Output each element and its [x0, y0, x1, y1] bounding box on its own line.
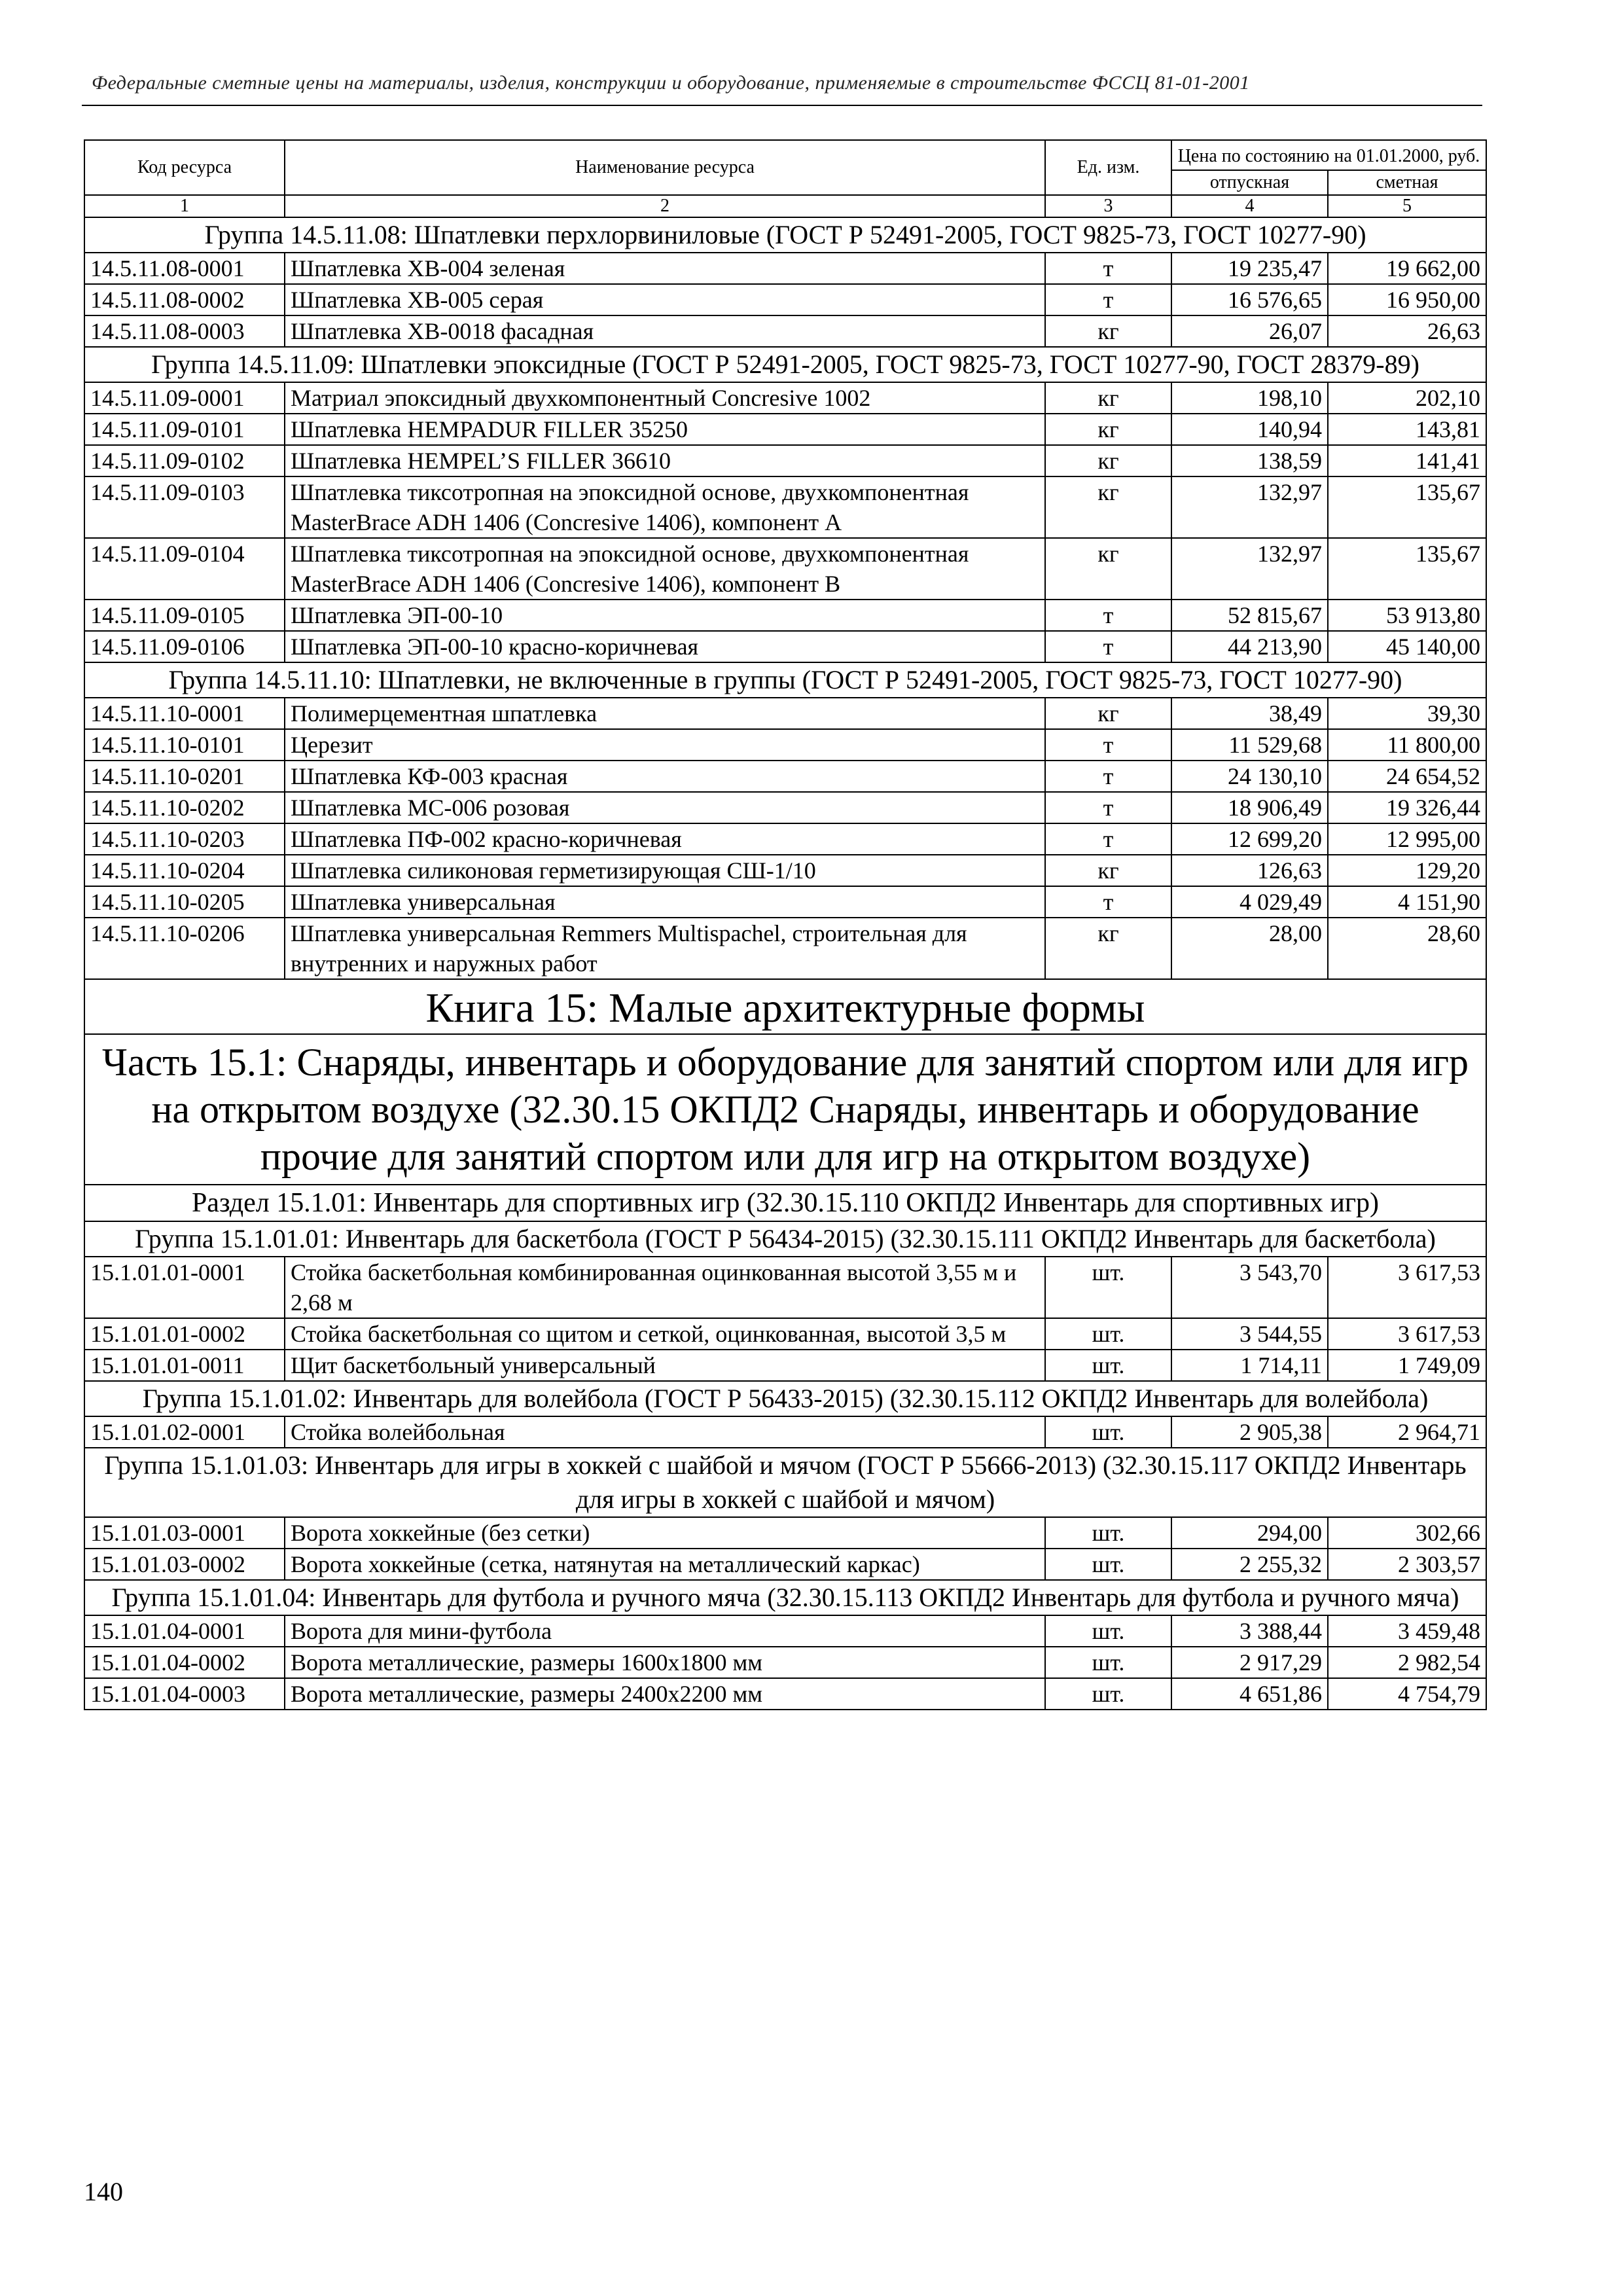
table-row — [84, 253, 1486, 284]
header-unit: Ед. изм. — [1045, 140, 1171, 195]
resource-name: Ворота для мини-футбола — [285, 1615, 1045, 1647]
release-price: 18 906,49 — [1171, 792, 1328, 823]
resource-code: 15.1.01.01-0002 — [84, 1318, 285, 1350]
resource-name: Шпатлевка HEMPADUR FILLER 35250 — [285, 414, 1045, 445]
resource-name: Шпатлевка ПФ-002 красно-коричневая — [285, 823, 1045, 855]
estimate-price: 302,66 — [1328, 1517, 1486, 1549]
table-row — [84, 1647, 1486, 1678]
resource-code: 14.5.11.09-0106 — [84, 631, 285, 662]
resource-unit: шт. — [1045, 1517, 1171, 1549]
resource-unit: кг — [1045, 698, 1171, 729]
resource-code: 15.1.01.04-0001 — [84, 1615, 285, 1647]
resource-unit: шт. — [1045, 1257, 1171, 1318]
table-row — [84, 698, 1486, 729]
group-heading: Группа 15.1.01.03: Инвентарь для игры в хоккей с шайбой и мячом (ГОСТ Р 55666-2013) (32.30.15.117 ОКПД2 Инвентарь для игры в хоккей с шайбой и мячом) — [84, 1448, 1486, 1517]
table-row — [84, 1257, 1486, 1318]
resource-code: 14.5.11.09-0104 — [84, 538, 285, 600]
estimate-price: 28,60 — [1328, 918, 1486, 979]
release-price: 126,63 — [1171, 855, 1328, 886]
estimate-price: 141,41 — [1328, 445, 1486, 476]
column-numbers-row — [84, 195, 1486, 217]
resource-unit: кг — [1045, 855, 1171, 886]
resource-name: Ворота металлические, размеры 1600х1800 мм — [285, 1647, 1045, 1678]
resource-unit: шт. — [1045, 1615, 1171, 1647]
table-row — [84, 761, 1486, 792]
resource-code: 14.5.11.08-0002 — [84, 284, 285, 315]
estimate-price: 39,30 — [1328, 698, 1486, 729]
table-row — [84, 1350, 1486, 1381]
table-row — [84, 631, 1486, 662]
resource-unit: т — [1045, 761, 1171, 792]
estimate-price: 3 617,53 — [1328, 1318, 1486, 1350]
estimate-price: 19 326,44 — [1328, 792, 1486, 823]
resource-name: Шпатлевка универсальная — [285, 886, 1045, 918]
resource-name: Ворота хоккейные (сетка, натянутая на металлический каркас) — [285, 1549, 1045, 1580]
table-row — [84, 445, 1486, 476]
column-number: 3 — [1045, 195, 1171, 217]
resource-code: 15.1.01.04-0002 — [84, 1647, 285, 1678]
release-price: 12 699,20 — [1171, 823, 1328, 855]
resource-name: Стойка волейбольная — [285, 1416, 1045, 1448]
table-row — [84, 414, 1486, 445]
resource-code: 14.5.11.09-0101 — [84, 414, 285, 445]
resource-unit: кг — [1045, 414, 1171, 445]
group-heading-row — [84, 217, 1486, 253]
resource-name: Шпатлевка МС-006 розовая — [285, 792, 1045, 823]
estimate-price: 1 749,09 — [1328, 1350, 1486, 1381]
resource-unit: т — [1045, 792, 1171, 823]
group-heading-row — [84, 347, 1486, 382]
resource-code: 14.5.11.10-0201 — [84, 761, 285, 792]
release-price: 3 388,44 — [1171, 1615, 1328, 1647]
resource-name: Стойка баскетбольная со щитом и сеткой, оцинкованная, высотой 3,5 м — [285, 1318, 1045, 1350]
resource-name: Щит баскетбольный универсальный — [285, 1350, 1045, 1381]
table-row — [84, 284, 1486, 315]
estimate-price: 4 754,79 — [1328, 1678, 1486, 1710]
header-estimate: сметная — [1328, 170, 1486, 195]
resource-unit: шт. — [1045, 1678, 1171, 1710]
resource-unit: шт. — [1045, 1549, 1171, 1580]
table-row — [84, 823, 1486, 855]
estimate-price: 135,67 — [1328, 476, 1486, 538]
table-row — [84, 538, 1486, 600]
resource-code: 15.1.01.01-0001 — [84, 1257, 285, 1318]
resource-unit: кг — [1045, 315, 1171, 347]
release-price: 1 714,11 — [1171, 1350, 1328, 1381]
group-heading: Группа 14.5.11.10: Шпатлевки, не включенные в группы (ГОСТ Р 52491-2005, ГОСТ 9825-73, ГОСТ 10277-90) — [84, 662, 1486, 698]
resource-code: 14.5.11.09-0105 — [84, 600, 285, 631]
release-price: 28,00 — [1171, 918, 1328, 979]
book-heading: Книга 15: Малые архитектурные формы — [84, 979, 1486, 1034]
estimate-price: 2 303,57 — [1328, 1549, 1486, 1580]
resource-name: Шпатлевка КФ-003 красная — [285, 761, 1045, 792]
estimate-price: 135,67 — [1328, 538, 1486, 600]
table-row — [84, 315, 1486, 347]
resource-name: Шпатлевка тиксотропная на эпоксидной основе, двухкомпонентная MasterBrace ADH 1406 (Concresive 1406), компонент В — [285, 538, 1045, 600]
price-table — [84, 139, 1487, 1710]
header-price: Цена по состоянию на 01.01.2000, руб. — [1171, 140, 1486, 170]
section-heading: Раздел 15.1.01: Инвентарь для спортивных игр (32.30.15.110 ОКПД2 Инвентарь для спортивных игр) — [84, 1185, 1486, 1221]
resource-code: 15.1.01.01-0011 — [84, 1350, 285, 1381]
part-heading-row — [84, 1034, 1486, 1185]
resource-code: 14.5.11.08-0001 — [84, 253, 285, 284]
header-release: отпускная — [1171, 170, 1328, 195]
resource-unit: кг — [1045, 382, 1171, 414]
table-row — [84, 792, 1486, 823]
part-heading: Часть 15.1: Снаряды, инвентарь и оборудование для занятий спортом или для игр на открытом воздухе (32.30.15 ОКПД2 Снаряды, инвентарь и оборудование прочие для занятий спортом или для игр на открытом воздухе) — [84, 1034, 1486, 1185]
resource-code: 14.5.11.10-0001 — [84, 698, 285, 729]
release-price: 11 529,68 — [1171, 729, 1328, 761]
resource-unit: кг — [1045, 538, 1171, 600]
column-number: 5 — [1328, 195, 1486, 217]
resource-name: Шпатлевка ЭП-00-10 — [285, 600, 1045, 631]
group-heading-row — [84, 1580, 1486, 1615]
table-row — [84, 918, 1486, 979]
resource-unit: кг — [1045, 918, 1171, 979]
resource-name: Ворота металлические, размеры 2400х2200 мм — [285, 1678, 1045, 1710]
group-heading: Группа 14.5.11.09: Шпатлевки эпоксидные (ГОСТ Р 52491-2005, ГОСТ 9825-73, ГОСТ 10277-90, ГОСТ 28379-89) — [84, 347, 1486, 382]
estimate-price: 24 654,52 — [1328, 761, 1486, 792]
resource-code: 14.5.11.10-0101 — [84, 729, 285, 761]
resource-name: Стойка баскетбольная комбинированная оцинкованная высотой 3,55 м и 2,68 м — [285, 1257, 1045, 1318]
resource-code: 15.1.01.03-0002 — [84, 1549, 285, 1580]
table-row — [84, 1549, 1486, 1580]
resource-name: Матриал эпоксидный двухкомпонентный Concresive 1002 — [285, 382, 1045, 414]
resource-unit: т — [1045, 253, 1171, 284]
group-heading-row — [84, 1221, 1486, 1257]
group-heading: Группа 15.1.01.04: Инвентарь для футбола и ручного мяча (32.30.15.113 ОКПД2 Инвентарь для футбола и ручного мяча) — [84, 1580, 1486, 1615]
resource-name: Шпатлевка силиконовая герметизирующая СШ-1/10 — [285, 855, 1045, 886]
resource-name: Ворота хоккейные (без сетки) — [285, 1517, 1045, 1549]
estimate-price: 129,20 — [1328, 855, 1486, 886]
resource-unit: т — [1045, 823, 1171, 855]
table-body — [84, 217, 1486, 1710]
resource-code: 14.5.11.10-0205 — [84, 886, 285, 918]
resource-unit: кг — [1045, 476, 1171, 538]
resource-name: Шпатлевка HEMPEL’S FILLER 36610 — [285, 445, 1045, 476]
resource-code: 14.5.11.08-0003 — [84, 315, 285, 347]
release-price: 4 029,49 — [1171, 886, 1328, 918]
column-number: 2 — [285, 195, 1045, 217]
resource-unit: шт. — [1045, 1350, 1171, 1381]
release-price: 26,07 — [1171, 315, 1328, 347]
resource-unit: шт. — [1045, 1318, 1171, 1350]
release-price: 140,94 — [1171, 414, 1328, 445]
resource-code: 15.1.01.03-0001 — [84, 1517, 285, 1549]
estimate-price: 19 662,00 — [1328, 253, 1486, 284]
group-heading-row — [84, 1448, 1486, 1517]
resource-name: Шпатлевка ХВ-0018 фасадная — [285, 315, 1045, 347]
resource-unit: шт. — [1045, 1647, 1171, 1678]
estimate-price: 3 617,53 — [1328, 1257, 1486, 1318]
release-price: 44 213,90 — [1171, 631, 1328, 662]
resource-code: 15.1.01.04-0003 — [84, 1678, 285, 1710]
resource-name: Полимерцементная шпатлевка — [285, 698, 1045, 729]
release-price: 2 917,29 — [1171, 1647, 1328, 1678]
estimate-price: 53 913,80 — [1328, 600, 1486, 631]
estimate-price: 11 800,00 — [1328, 729, 1486, 761]
book-heading-row — [84, 979, 1486, 1034]
release-price: 138,59 — [1171, 445, 1328, 476]
estimate-price: 143,81 — [1328, 414, 1486, 445]
group-heading: Группа 14.5.11.08: Шпатлевки перхлорвиниловые (ГОСТ Р 52491-2005, ГОСТ 9825-73, ГОСТ 10277-90) — [84, 217, 1486, 253]
release-price: 24 130,10 — [1171, 761, 1328, 792]
resource-code: 14.5.11.10-0202 — [84, 792, 285, 823]
resource-unit: т — [1045, 631, 1171, 662]
resource-unit: шт. — [1045, 1416, 1171, 1448]
release-price: 3 544,55 — [1171, 1318, 1328, 1350]
group-heading-row — [84, 1381, 1486, 1416]
resource-unit: т — [1045, 729, 1171, 761]
release-price: 198,10 — [1171, 382, 1328, 414]
resource-code: 14.5.11.09-0102 — [84, 445, 285, 476]
estimate-price: 2 964,71 — [1328, 1416, 1486, 1448]
release-price: 2 905,38 — [1171, 1416, 1328, 1448]
resource-name: Шпатлевка ХВ-004 зеленая — [285, 253, 1045, 284]
table-row — [84, 382, 1486, 414]
release-price: 132,97 — [1171, 538, 1328, 600]
table-row — [84, 855, 1486, 886]
table-row — [84, 1416, 1486, 1448]
resource-unit: кг — [1045, 445, 1171, 476]
group-heading-row — [84, 662, 1486, 698]
table-row — [84, 1615, 1486, 1647]
page-number: 140 — [84, 2177, 123, 2206]
resource-name: Шпатлевка ХВ-005 серая — [285, 284, 1045, 315]
table-row — [84, 886, 1486, 918]
resource-name: Шпатлевка тиксотропная на эпоксидной основе, двухкомпонентная MasterBrace ADH 1406 (Concresive 1406), компонент А — [285, 476, 1045, 538]
table-row — [84, 1318, 1486, 1350]
resource-name: Шпатлевка ЭП-00-10 красно-коричневая — [285, 631, 1045, 662]
estimate-price: 202,10 — [1328, 382, 1486, 414]
estimate-price: 3 459,48 — [1328, 1615, 1486, 1647]
release-price: 52 815,67 — [1171, 600, 1328, 631]
table-row — [84, 600, 1486, 631]
resource-unit: т — [1045, 600, 1171, 631]
release-price: 19 235,47 — [1171, 253, 1328, 284]
estimate-price: 45 140,00 — [1328, 631, 1486, 662]
resource-name: Шпатлевка универсальная Remmers Multispachel, строительная для внутренних и наружных работ — [285, 918, 1045, 979]
estimate-price: 4 151,90 — [1328, 886, 1486, 918]
table-row — [84, 1517, 1486, 1549]
estimate-price: 16 950,00 — [1328, 284, 1486, 315]
resource-code: 14.5.11.10-0206 — [84, 918, 285, 979]
estimate-price: 12 995,00 — [1328, 823, 1486, 855]
resource-code: 14.5.11.10-0203 — [84, 823, 285, 855]
estimate-price: 26,63 — [1328, 315, 1486, 347]
release-price: 16 576,65 — [1171, 284, 1328, 315]
release-price: 4 651,86 — [1171, 1678, 1328, 1710]
resource-name: Церезит — [285, 729, 1045, 761]
resource-code: 14.5.11.10-0204 — [84, 855, 285, 886]
table-header — [84, 140, 1486, 217]
release-price: 3 543,70 — [1171, 1257, 1328, 1318]
table-row — [84, 1678, 1486, 1710]
estimate-price: 2 982,54 — [1328, 1647, 1486, 1678]
group-heading: Группа 15.1.01.02: Инвентарь для волейбола (ГОСТ Р 56433-2015) (32.30.15.112 ОКПД2 Инвентарь для волейбола) — [84, 1381, 1486, 1416]
column-number: 1 — [84, 195, 285, 217]
resource-code: 14.5.11.09-0103 — [84, 476, 285, 538]
table-row — [84, 729, 1486, 761]
release-price: 132,97 — [1171, 476, 1328, 538]
resource-code: 14.5.11.09-0001 — [84, 382, 285, 414]
header-rule — [82, 105, 1482, 106]
group-heading: Группа 15.1.01.01: Инвентарь для баскетбола (ГОСТ Р 56434-2015) (32.30.15.111 ОКПД2 Инвентарь для баскетбола) — [84, 1221, 1486, 1257]
resource-unit: т — [1045, 886, 1171, 918]
release-price: 38,49 — [1171, 698, 1328, 729]
table-row — [84, 476, 1486, 538]
header-name: Наименование ресурса — [285, 140, 1045, 195]
resource-code: 15.1.01.02-0001 — [84, 1416, 285, 1448]
header-code: Код ресурса — [84, 140, 285, 195]
running-header: Федеральные сметные цены на материалы, изделия, конструкции и оборудование, применяемые в строительстве ФССЦ 81-01-2001 — [92, 72, 1250, 94]
section-heading-row — [84, 1185, 1486, 1221]
resource-unit: т — [1045, 284, 1171, 315]
release-price: 2 255,32 — [1171, 1549, 1328, 1580]
column-number: 4 — [1171, 195, 1328, 217]
release-price: 294,00 — [1171, 1517, 1328, 1549]
